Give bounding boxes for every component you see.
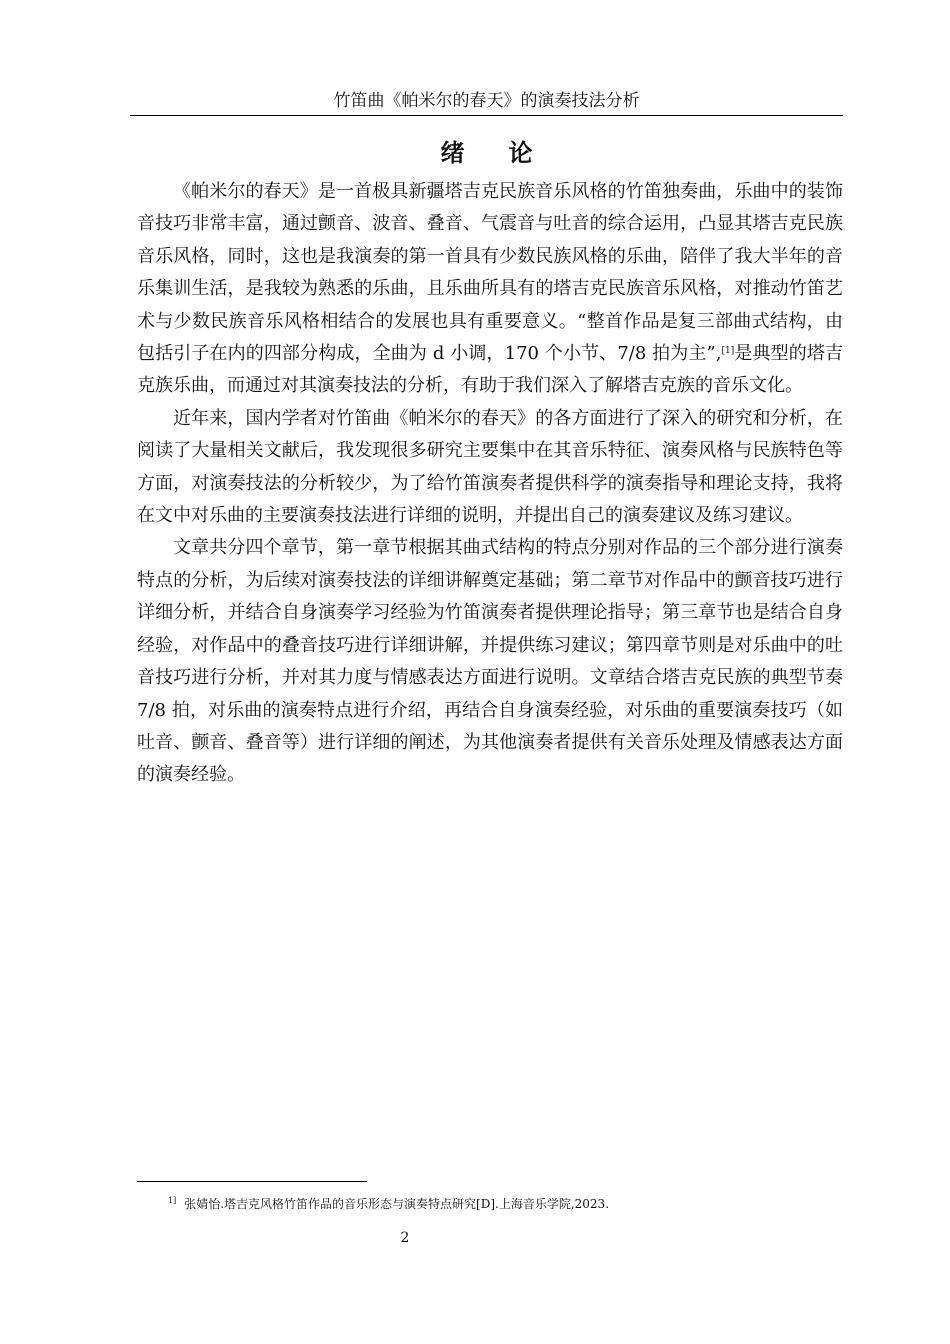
- page-number: 2: [400, 1230, 410, 1246]
- footnote-divider: [137, 1181, 367, 1182]
- paragraph-2: 近年来，国内学者对竹笛曲《帕米尔的春天》的各方面进行了深入的研究和分析，在阅读了大量相关文献后，我发现很多研究主要集中在其音乐特征、演奏风格与民族特色等方面，对演奏技法的分析较少，为了给竹笛演奏者提供科学的演奏指导和理论支持，我将在文中对乐曲的主要演奏技法进行详细的说明，并提出自己的演奏建议及练习建议。: [137, 407, 843, 527]
- paragraph-1-text: 《帕米尔的春天》是一首极具新疆塔吉克民族音乐风格的竹笛独奏曲，乐曲中的装饰音技巧非常丰富，通过颤音、波音、叠音、气震音与吐音的综合运用，凸显其塔吉克民族音乐风格，同时，这也是我演奏的第一首具有少数民族风格的乐曲，陪伴了我大半年的音乐集训生活，是我较为熟悉的乐曲，且乐曲所具有的塔吉克民族音乐风格，对推动竹笛艺术与少数民族音乐风格相结合的发展也具有重要意义。“整首作品是复三部曲式结构，由包括引子在内的四部分构成，全曲为 d 小调，170 个小节、7/8 拍为主”,: [137, 181, 843, 365]
- footnote: [168, 1192, 848, 1213]
- paragraph-1: [137, 176, 843, 403]
- chapter-title: 绪论: [440, 139, 577, 167]
- footnote-marker: 1]: [168, 1196, 177, 1205]
- citation-marker: [1]: [721, 346, 735, 357]
- header-divider: [130, 115, 843, 116]
- paragraph-1-continuation: 是典型的塔吉克族乐曲，而通过对其演奏技法的分析，有助于我们深入了解塔吉克族的音乐文化。: [137, 343, 843, 397]
- footnote-text: 张婧怡.塔吉克风格竹笛作品的音乐形态与演奏特点研究[D].上海音乐学院,2023.: [184, 1197, 610, 1211]
- body-text: [137, 176, 843, 792]
- running-header: 竹笛曲《帕米尔的春天》的演奏技法分析: [333, 91, 640, 111]
- paragraph-3: 文章共分四个章节，第一章节根据其曲式结构的特点分别对作品的三个部分进行演奏特点的分析，为后续对演奏技法的详细讲解奠定基础；第二章节对作品中的颤音技巧进行详细分析，并结合自身演奏学习经验为竹笛演奏者提供理论指导；第三章节也是结合自身经验，对作品中的叠音技巧进行详细讲解，并提供练习建议；第四章节则是对乐曲中的吐音技巧进行分析，并对其力度与情感表达方面进行说明。文章结合塔吉克民族的典型节奏 7/8 拍，对乐曲的演奏特点进行介绍，再结合自身演奏经验，对乐曲的重要演奏技巧（如吐音、颤音、叠音等）进行详细的阐述，为其他演奏者提供有关音乐处理及情感表达方面的演奏经验。: [137, 537, 843, 786]
